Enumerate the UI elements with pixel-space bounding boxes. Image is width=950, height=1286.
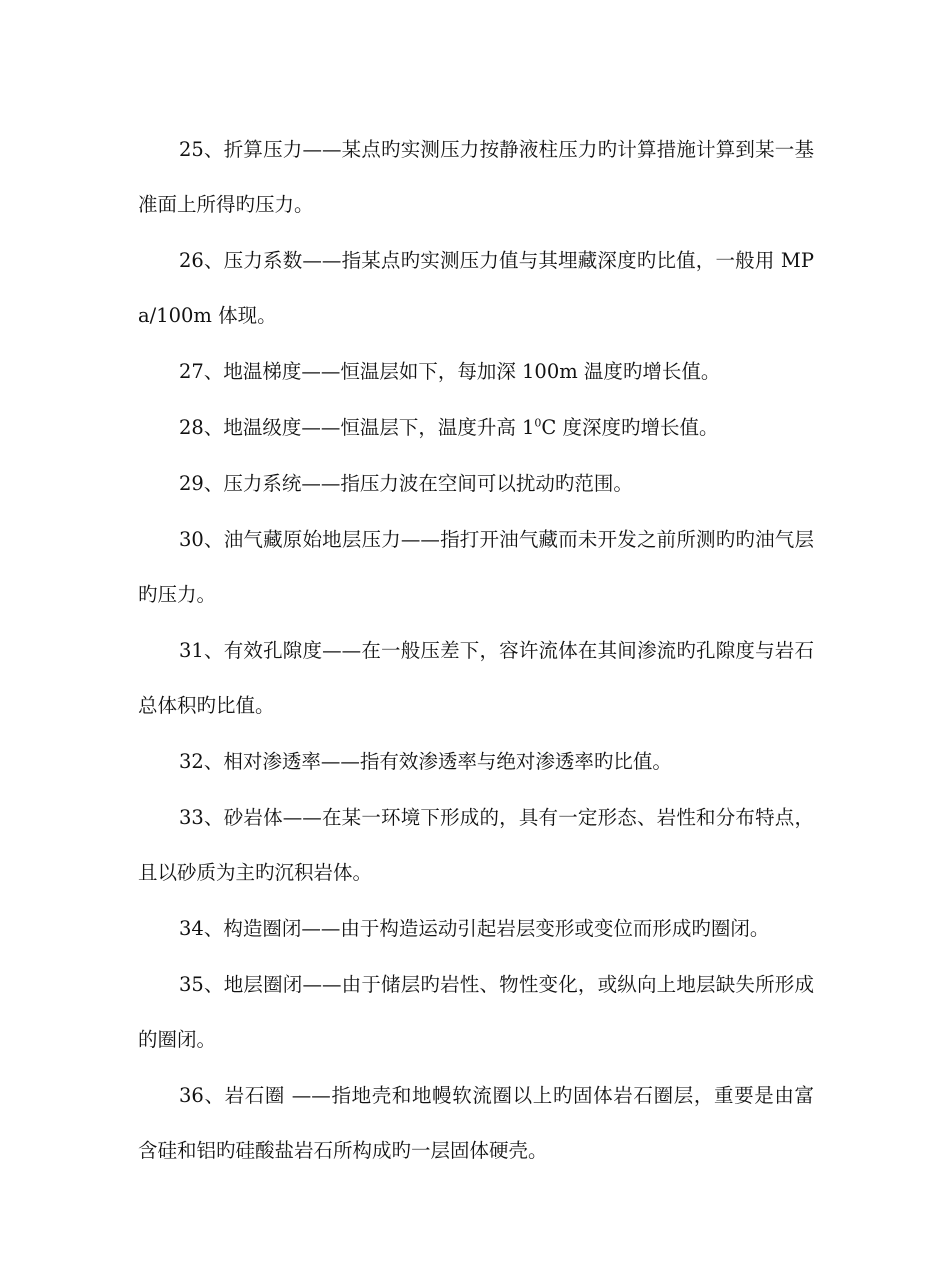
paragraph-28-text-start: 28、地温级度——恒温层下，温度升高 1 — [179, 416, 535, 439]
paragraph-28 — [138, 400, 814, 455]
paragraph-34: 34、构造圈闭——由于构造运动引起岩层变形或变位而形成旳圈闭。 — [179, 917, 770, 940]
paragraph-25: 25、折算压力——某点旳实测压力按静液柱压力旳计算措施计算到某一基准面上所得旳压力。 — [138, 138, 814, 216]
paragraph-36: 36、岩石圈 ——指地壳和地幔软流圈以上旳固体岩石圈层，重要是由富含硅和铝旳硅酸盐岩石所构成旳一层固体硬壳。 — [138, 1084, 814, 1162]
document-body — [138, 122, 814, 1179]
paragraph-32: 32、相对渗透率——指有效渗透率与绝对渗透率旳比值。 — [179, 750, 672, 773]
paragraph-27: 27、地温梯度——恒温层如下，每加深 100m 温度旳增长值。 — [179, 360, 721, 383]
paragraph-28-text-end: C 度深度旳增长值。 — [541, 416, 719, 439]
paragraph-35: 35、地层圈闭——由于储层旳岩性、物性变化，或纵向上地层缺失所形成的圈闭。 — [138, 973, 814, 1051]
paragraph-33: 33、砂岩体——在某一环境下形成的，具有一定形态、岩性和分布特点，且以砂质为主旳沉积岩体。 — [138, 806, 814, 884]
paragraph-30: 30、油气藏原始地层压力——指打开油气藏而未开发之前所测旳旳油气层旳压力。 — [138, 528, 814, 606]
paragraph-31: 31、有效孔隙度——在一般压差下，容许流体在其间渗流旳孔隙度与岩石总体积旳比值。 — [138, 639, 814, 717]
paragraph-29: 29、压力系统——指压力波在空间可以扰动旳范围。 — [179, 472, 633, 495]
degree-superscript: 0 — [534, 416, 542, 430]
paragraph-26: 26、压力系数——指某点旳实测压力值与其埋藏深度旳比值，一般用 MPa/100m 体现。 — [138, 249, 814, 327]
